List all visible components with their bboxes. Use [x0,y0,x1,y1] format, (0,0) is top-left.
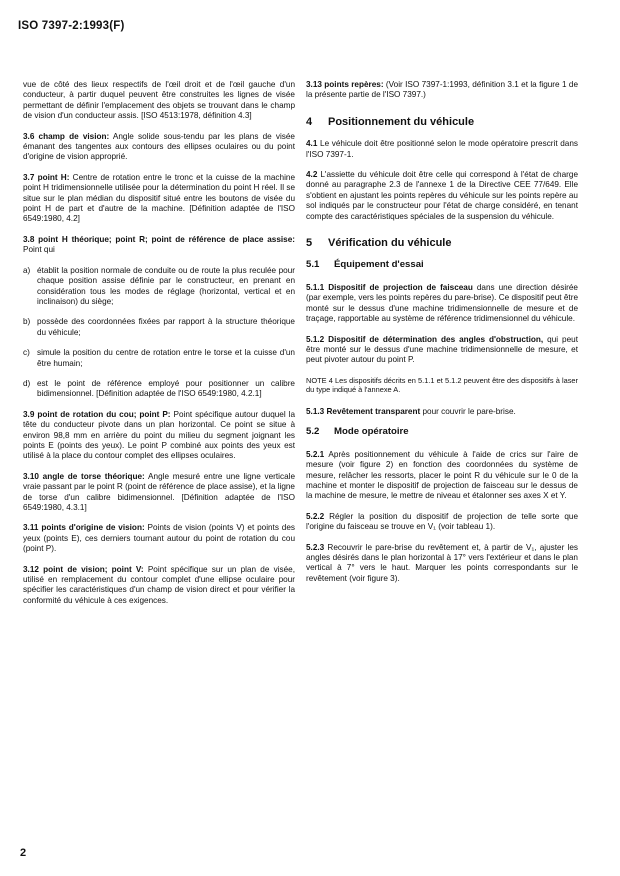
definition-text: Point spécifique sur un plan de visée, utilisé en remplacement du contour complet d'une ellipse oculaire pour spécifier les caractéristiques d'un champ de vision direct et pour vérifier la conformité du véhicule à ces exigences. [23,564,295,605]
definition-3-12 [23,565,295,607]
list-text: établit la position normale de conduite ou de route la plus reculée pour chaque position assise définie par le constructeur, en prenant en considération tous les modes de réglage (horizontal, vertical et en inclinaison) du siège; [37,265,295,306]
clause-text: pour couvrir le pare-brise. [420,406,516,416]
note-4: NOTE 4 Les dispositifs décrits en 5.1.1 et 5.1.2 peuvent être des dispositifs à laser du type indiqué à l'annexe A. [306,375,578,395]
term: 5.1.3 Revêtement transparent [306,406,421,416]
definition-3-11 [23,523,295,554]
clause-text: L'assiette du véhicule doit être celle qui correspond à l'état de charge donné au paragraphe 2.3 de l'annexe 1 de la Directive CEE 77/649. Elle s'obtient en ajustant les points repères du véhicule sur les points repère au sol indiqués par le constructeur pour l'état de charge considéré, en tenant compte des caractéristiques spéciales de la suspension du véhicule. [306,170,578,221]
clause-number: 4.2 [306,170,318,180]
clause-5-1-1 [306,283,578,325]
term: 3.11 points d'origine de vision: [23,523,145,533]
clause-5-1-2 [306,335,578,366]
left-column [23,80,295,616]
clause-text: Le véhicule doit être positionné selon le mode opératoire prescrit dans l'ISO 7397-1. [306,139,578,159]
clause-5-1-3 [306,407,578,417]
list-text: simule la position du centre de rotation entre le torse et la cuisse d'un être humain; [37,348,295,368]
term: 3.13 points repères: [306,80,384,89]
list-label: a) [23,265,31,275]
section-number: 5 [306,237,313,250]
subsection-title: Mode opératoire [334,426,409,438]
list-item-a [23,266,295,308]
list-item-b [23,317,295,338]
clause-text: Régler la position du dispositif de projection de telle sorte que l'origine du faisceau se trouve en V₁ (voir tableau 1). [306,511,578,532]
clause-text: Après positionnement du véhicule à l'aide de crics sur l'aire de mesure (voir figure 2) en fonction des coordonnées du système de mesure, relâcher les ressorts, placer le point R du véhicule sur le 0 de la machine et monter le dispositif de projection de faisceau sur le dessus de la machine de mesure, le mettre de niveau et étalonner ses axes X et Y. [306,449,578,501]
definition-text: Point spécifique autour duquel la tête du conducteur pivote dans un plan horizontal. Ce point se situe à environ 98,8 mm en arrière du point du milieu du segment joignant les points E (points des yeux). Le point P combiné aux points des yeux est utilisé à la place du contour complet des ellipses oculaires. [23,409,295,461]
clause-text: qui peut être monté sur le dessus d'une machine tridimensionnelle de mesure, et peut pivoter autour du point P. [306,334,578,365]
section-heading-4 [306,117,578,127]
clause-5-2-3 [306,543,578,585]
term: 3.6 champ de vision: [23,131,110,141]
clause-5-2-2 [306,512,578,533]
term: 3.8 point H théorique; point R; point de référence de place assise: [23,234,295,244]
clause-4-2 [306,170,578,222]
subsection-title: Équipement d'essai [334,259,424,271]
subsection-number: 5.2 [306,426,320,438]
term: 3.10 angle de torse théorique: [23,471,145,481]
term: 5.1.1 Dispositif de projection de faisceau [306,282,473,292]
list-label: c) [23,348,30,358]
list-label: b) [23,317,31,327]
definition-3-8 [23,235,295,256]
subsection-heading-5-1 [306,260,578,270]
section-number: 4 [306,115,313,128]
definition-3-10 [23,472,295,514]
definition-3-9 [23,410,295,462]
section-heading-5 [306,238,578,248]
term: 3.7 point H: [23,172,70,182]
term: 3.12 point de vision; point V: [23,564,144,574]
paragraph-continued: vue de côté des lieux respectifs de l'œil droit et de l'œil gauche d'un conducteur, à partir duquel peuvent être construites les lignes de visée permettant de définir l'emplacement des objets se trouvant dans le champ de vision d'un conducteur assis. [ISO 4513:1978, définition 4.3] [23,80,295,121]
list-item-c [23,348,295,369]
definition-text: Angle solide sous-tendu par les plans de visée émanant des tangentes aux contours des ellipses oculaires ou du point d'origine de vision approprié. [23,131,295,162]
definition-text: Centre de rotation entre le tronc et la cuisse de la machine point H tridimensionnelle utilisée pour la détermination du point H réel. Il se situe sur le plan médian du dispositif situé entre les boutons de visée du point H de part et d'autre de la machine. [Définition adaptée de l'ISO 6549:1980, 4.2] [23,172,296,224]
definition-text: Points de vision (points V) et points des yeux (points E), ces derniers tournant autour du point de rotation du cou (point P). [23,523,295,554]
clause-number: 5.2.3 [306,542,325,552]
definition-text: Angle mesuré entre une ligne verticale vraie passant par le point R (point de référence de place assise), et la ligne de torse d'un calibre bidimensionnel. [Définition adaptée de l'ISO 6549:1980, 4.3.1] [23,471,295,512]
definition-3-7 [23,173,295,225]
clause-5-2-1 [306,450,578,502]
clause-number: 4.1 [306,139,318,149]
section-title: Positionnement du véhicule [328,115,475,128]
clause-number: 5.2.1 [306,449,325,459]
right-column [306,80,578,594]
definition-text: (Voir ISO 7397-1:1993, définition 3.1 et la figure 1 de la présente partie de l'ISO 7397.) [306,80,578,100]
definition-text: Point qui [23,245,55,255]
list-text: possède des coordonnées fixées par rapport à la structure théorique du véhicule; [37,317,295,337]
clause-text: dans une direction désirée (par exemple, vers les points repères du pare-brise). Ce dispositif peut être monté sur le dessus d'une machine tridimensionnelle de mesure et de traçage, rapportable au système de référence tridimensionnel du véhicule. [306,282,578,324]
definition-3-13 [306,80,578,101]
definition-3-6 [23,132,295,163]
term: 3.9 point de rotation du cou; point P: [23,409,171,419]
subsection-number: 5.1 [306,259,320,271]
section-title: Vérification du véhicule [328,237,452,250]
list-text: est le point de référence employé pour positionner un calibre bidimensionnel. [Définition adaptée de l'ISO 6549:1980, 4.2.1] [37,378,295,399]
subsection-heading-5-2 [306,427,578,437]
list-item-d [23,379,295,400]
clause-text: Recouvrir le pare-brise du revêtement et, à partir de V₁, ajuster les angles désirés dans le plan horizontal à 17° vers l'extérieur et dans le plan vertical à 7° vers le haut. Marquer les points correspondants sur le revêtement (voir figure 3). [306,542,578,583]
page-number: 2 [20,847,27,859]
list-label: d) [23,378,31,388]
document-header: ISO 7397-2:1993(F) [18,20,125,32]
term: 5.1.2 Dispositif de détermination des angles d'obstruction, [306,334,544,344]
clause-4-1 [306,139,578,160]
clause-number: 5.2.2 [306,511,325,521]
